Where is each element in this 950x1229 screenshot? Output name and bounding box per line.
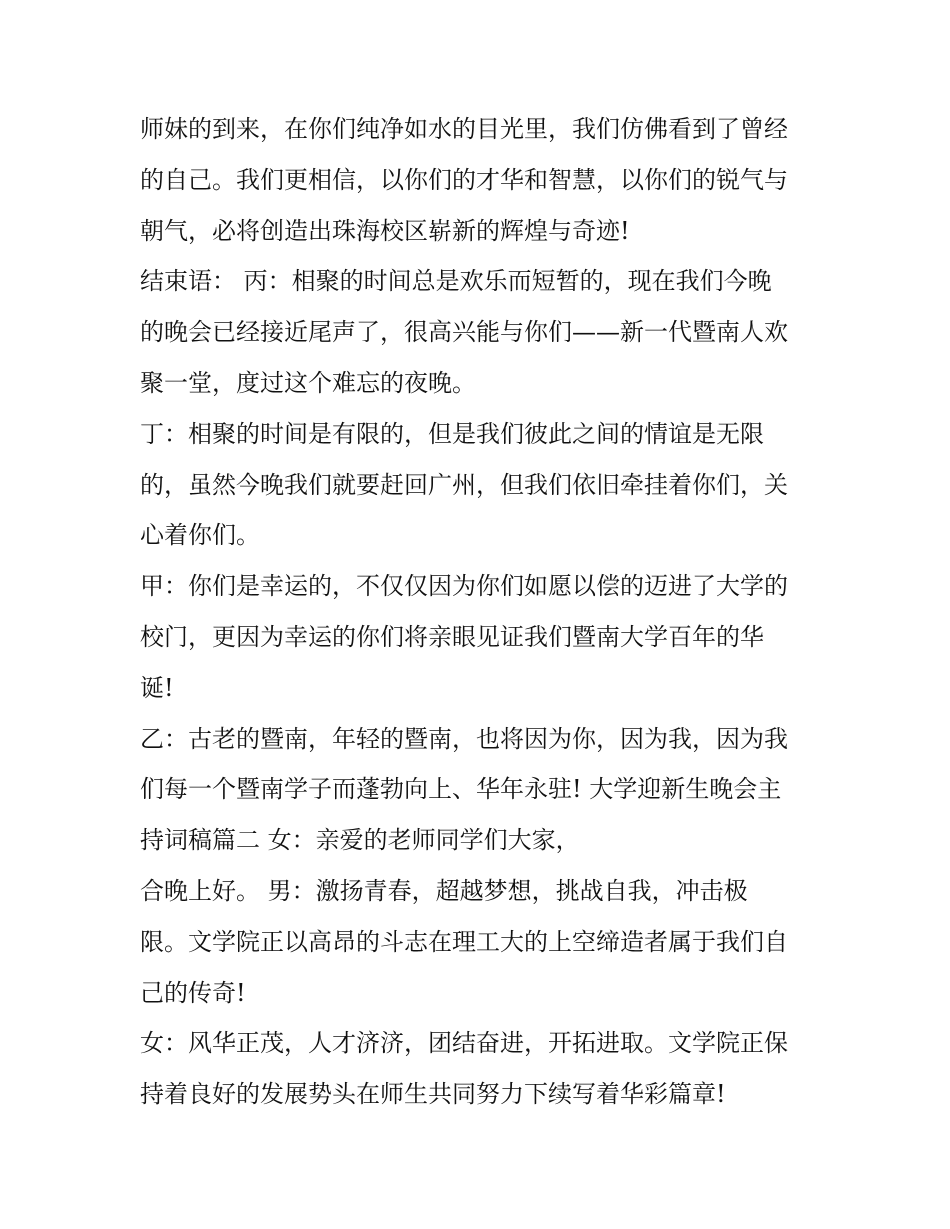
text-line: 师妹的到来，在你们纯净如水的目光里，我们仿佛看到了曾经 [140,115,788,143]
text-line: 合晚上好。 男：激扬青春，超越梦想，挑战自我，冲击极 [140,876,748,905]
text-line: 女：风华正茂，人才济济，团结奋进，开拓进取。文学院正保 [140,1029,788,1058]
text-line: 诞! [140,673,174,702]
document-body-text [140,104,820,1120]
text-line: 心着你们。 [140,521,260,550]
text-line: 结束语： 丙：相聚的时间总是欢乐而短暂的，现在我们今晚 [140,267,772,296]
text-line: 乙：古老的暨南，年轻的暨南，也将因为你，因为我，因为我 [140,724,788,753]
text-line: 的晚会已经接近尾声了，很高兴能与你们——新一代暨南人欢 [140,318,788,347]
text-line: 的自己。我们更相信，以你们的才华和智慧，以你们的锐气与 [140,165,788,194]
text-line: 甲：你们是幸运的，不仅仅因为你们如愿以偿的迈进了大学的 [140,572,788,601]
text-line: 朝气，必将创造出珠海校区崭新的辉煌与奇迹! [140,216,630,245]
text-line: 持着良好的发展势头在师生共同努力下续写着华彩篇章! [140,1080,726,1109]
text-line: 持词稿篇二 女：亲爱的老师同学们大家， [140,826,580,855]
text-line: 己的传奇! [140,978,246,1007]
text-line: 的，虽然今晚我们就要赶回广州，但我们依旧牵挂着你们，关 [140,470,788,499]
text-line: 校门，更因为幸运的你们将亲眼见证我们暨南大学百年的华 [140,622,764,651]
text-line: 限。文学院正以高昂的斗志在理工大的上空缔造者属于我们自 [140,927,788,956]
text-line: 们每一个暨南学子而蓬勃向上、华年永驻! 大学迎新生晚会主 [140,775,782,804]
text-line: 聚一堂，度过这个难忘的夜晚。 [140,368,476,397]
text-line: 丁：相聚的时间是有限的，但是我们彼此之间的情谊是无限 [140,419,764,448]
